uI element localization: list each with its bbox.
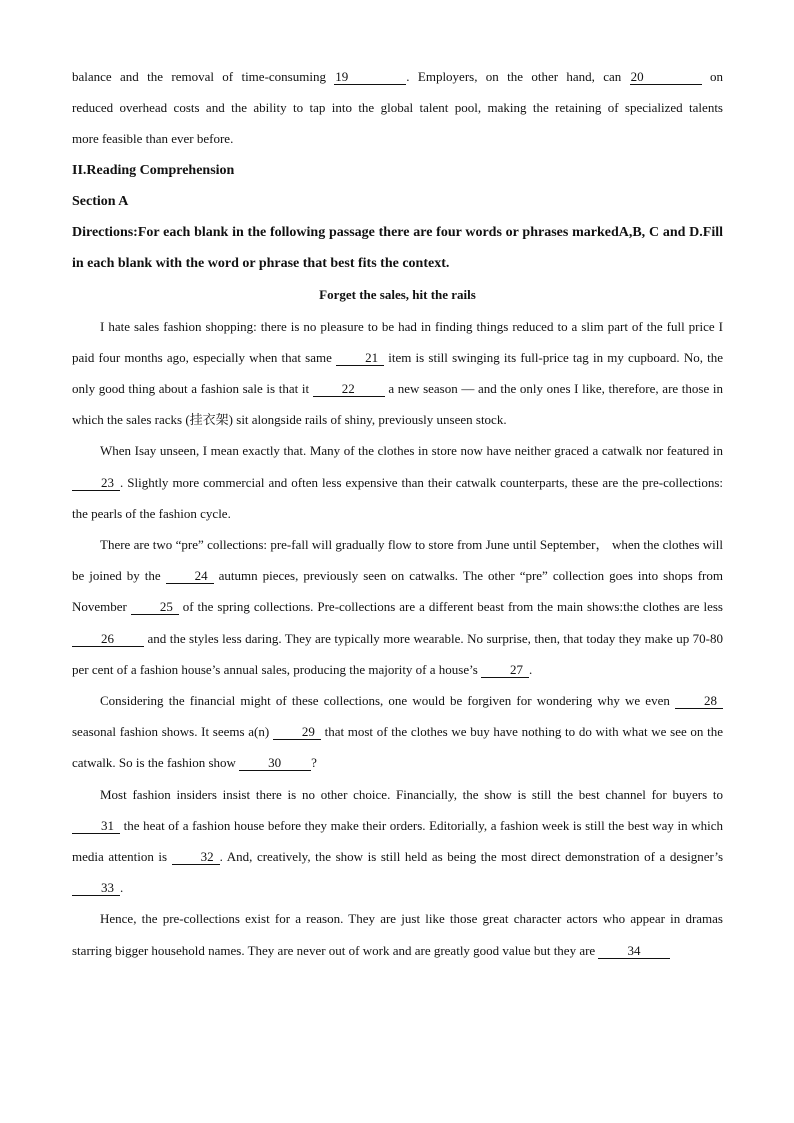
- intro-line-3: more feasible than ever before.: [72, 131, 234, 147]
- text: balance and the removal of time-consuming: [72, 69, 326, 84]
- document-body: [72, 61, 723, 966]
- blank-19[interactable]: 19: [334, 70, 406, 85]
- blank-34[interactable]: 34: [598, 944, 670, 959]
- paragraph-3: [72, 529, 723, 685]
- text: . Employers, on the other hand, can: [406, 69, 622, 84]
- paragraph-5: [72, 779, 723, 904]
- text: when the clothes will be joined by the: [72, 537, 723, 584]
- blank-24[interactable]: 24: [166, 569, 214, 584]
- text: I hate sales fashion shopping: there is no pleasure to be had in finding things reduced to a slim part of the full price I paid four months ago, especially when that same: [72, 318, 723, 365]
- text: .: [120, 880, 124, 896]
- section-sub: Section A: [72, 193, 129, 209]
- blank-25[interactable]: 25: [131, 600, 179, 615]
- text: Most fashion insiders insist there is no other choice. Financially, the show is still the best channel for buyers to: [100, 786, 723, 802]
- text: seasonal fashion shows. It seems a(n): [72, 724, 270, 740]
- blank-21[interactable]: 21: [336, 351, 384, 366]
- paragraph-1: [72, 311, 723, 436]
- directions: Directions:For each blank in the following passage there are four words or phrases markedA,B, C and D.Fill in each blank with the word or phrase that best fits the context.: [72, 225, 723, 272]
- text: item is still swinging its full-price tag in my cupboard. No, the only good thing about a fashion sale is that it: [72, 349, 724, 397]
- blank-26[interactable]: 26: [72, 632, 144, 647]
- blank-32[interactable]: 32: [172, 850, 220, 865]
- text: and the styles less daring. They are typically more wearable. No surprise, then, that today they make up 70-80 per cent of a fashion house’s annual sales, producing the majority of a house’s: [72, 630, 723, 677]
- text: There are two “pre” collections: pre-fall will gradually flow to store from June until September: [100, 537, 596, 553]
- blank-29[interactable]: 29: [273, 725, 321, 740]
- text: . Slightly more commercial and often less expensive than their catwalk counterparts, these are the pre-collections: the pearls of the fashion cycle.: [72, 474, 723, 521]
- paragraph-4: [72, 685, 723, 779]
- passage-title: Forget the sales, hit the rails: [319, 287, 476, 303]
- text: Hence, the pre-collections exist for a reason. They are just like those great character actors who appear in dramas starring bigger household names. They are never out of work and are greatly good value but they are: [72, 911, 723, 958]
- blank-28[interactable]: 28: [675, 694, 723, 709]
- blank-27[interactable]: 27: [481, 663, 529, 678]
- blank-33[interactable]: 33: [72, 881, 120, 896]
- paragraph-6: [72, 903, 723, 965]
- intro-line-1: [72, 61, 723, 92]
- text: ?: [311, 755, 317, 771]
- paragraph-2: [72, 435, 723, 529]
- text: the heat of a fashion house before they make their orders. Editorially, a fashion week is still the best way in which media attention is: [72, 817, 723, 865]
- text: When Isay unseen, I mean exactly that. Many of the clothes in store now have neither graced a catwalk nor featured in: [100, 443, 723, 459]
- text: ，: [595, 537, 609, 553]
- blank-20[interactable]: 20: [630, 70, 702, 85]
- blank-31[interactable]: 31: [72, 819, 120, 834]
- text: of the spring collections. Pre-collections are a different beast from the main shows:the clothes are less: [182, 599, 723, 615]
- text: on: [710, 69, 723, 84]
- blank-30[interactable]: 30: [239, 756, 311, 771]
- text: .: [529, 661, 533, 677]
- blank-22[interactable]: 22: [313, 382, 385, 397]
- text: a new season — and the only ones I like, therefore, are those in which the sales racks (挂衣架) sit alongside rails of shiny, previously unseen stock.: [72, 381, 723, 428]
- section-heading: II.Reading Comprehension: [72, 162, 235, 178]
- text: . And, creatively, the show is still held as being the most direct demonstration of a designer’s: [219, 849, 724, 865]
- text: autumn pieces, previously seen on catwalks. The other “pre” collection goes into shops from November: [72, 568, 723, 615]
- text: Considering the financial might of these collections, one would be forgiven for wondering why we even: [100, 693, 670, 709]
- intro-line-2: reduced overhead costs and the ability to tap into the global talent pool, making the retaining of specialized talents: [72, 100, 723, 116]
- text: that most of the clothes we buy have nothing to do with what we see on the catwalk. So is the fashion show: [72, 724, 724, 771]
- blank-23[interactable]: 23: [72, 476, 120, 491]
